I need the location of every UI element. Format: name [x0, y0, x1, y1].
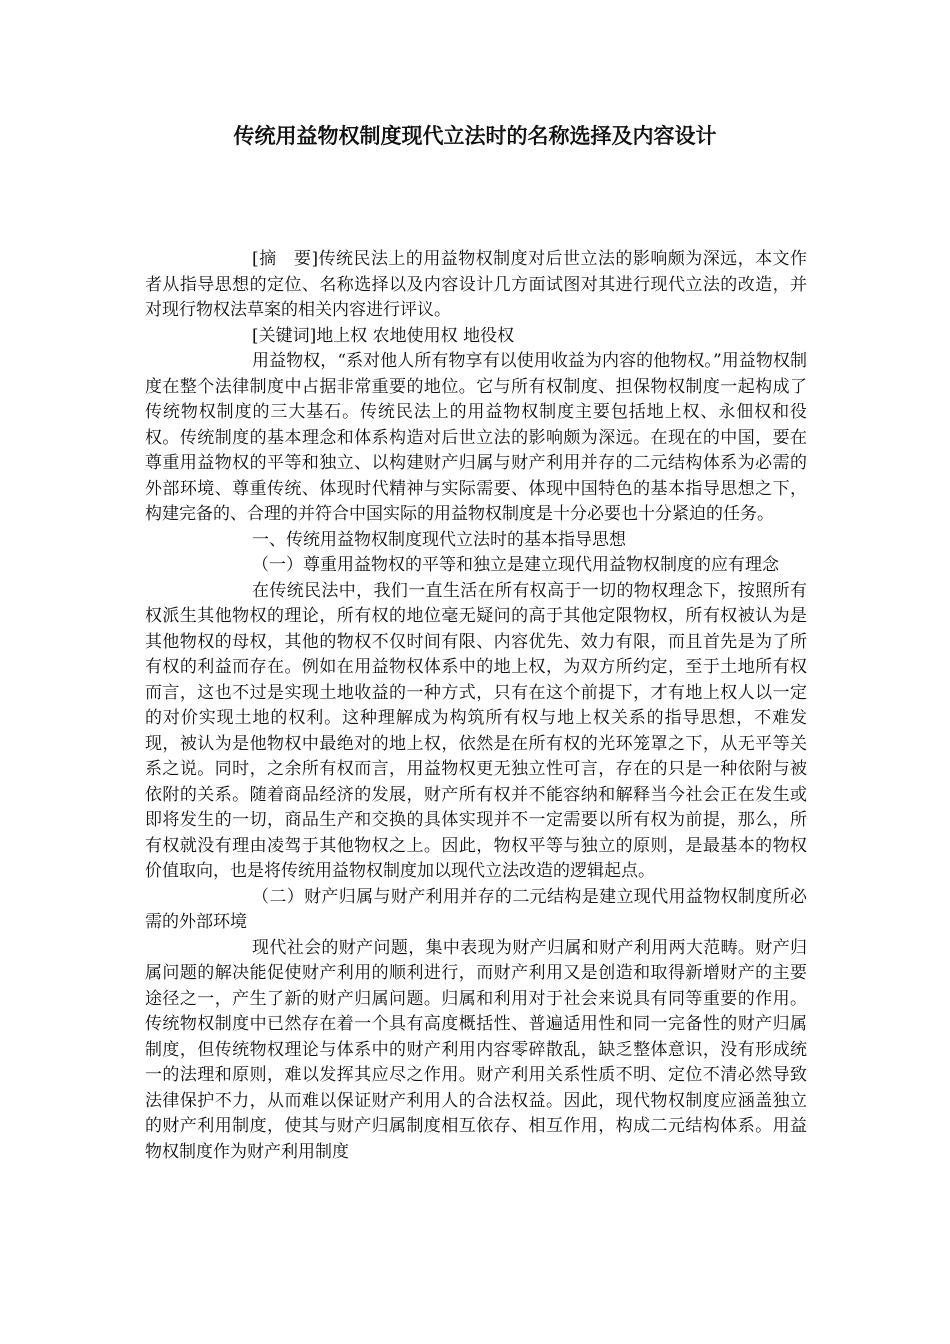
section-heading: 一、传统用益物权制度现代立法时的基本指导思想	[252, 529, 626, 550]
document-title: 传统用益物权制度现代立法时的名称选择及内容设计	[233, 123, 717, 148]
subsection-heading-2: （二）财产归属与财产利用并存的二元结构是建立现代用益物权制度所必需的外部环境	[145, 886, 807, 932]
subsection-body-2: 现代社会的财产问题，集中表现为财产归属和财产利用两大范畴。财产归属问题的解决能促使财产利用的顺利进行，而财产利用又是创造和取得新增财产的主要途径之一，产生了新的财产归属问题。归属和利用对于社会来说具有同等重要的作用。传统物权制度中已然存在着一个具有高度概括性、普遍适用性和同一完备性的财产归属制度，但传统物权理论与体系中的财产利用内容零碎散乱，缺乏整体意识，没有形成统一的法理和原则，难以发挥其应尽之作用。财产利用关系性质不明、定位不清必然导致法律保护不力，从而难以保证财产利用人的合法权益。因此，现代物权制度应涵盖独立的财产利用制度，使其与财产归属制度相互依存、相互作用，构成二元结构体系。用益物权制度作为财产利用制度	[145, 937, 807, 1162]
document-body	[145, 247, 807, 1165]
abstract-paragraph: [摘 要]传统民法上的用益物权制度对后世立法的影响颇为深远，本文作者从指导思想的定位、名称选择以及内容设计几方面试图对其进行现代立法的改造，并对现行物权法草案的相关内容进行评议。	[145, 249, 807, 320]
intro-paragraph: 用益物权，“系对他人所有物享有以使用收益为内容的他物权。”用益物权制度在整个法律制度中占据非常重要的地位。它与所有权制度、担保物权制度一起构成了传统物权制度的三大基石。传统民法上的用益物权制度主要包括地上权、永佃权和役权。传统制度的基本理念和体系构造对后世立法的影响颇为深远。在现在的中国，要在尊重用益物权的平等和独立、以构建财产归属与财产利用并存的二元结构体系为必需的外部环境、尊重传统、体现时代精神与实际需要、体现中国特色的基本指导思想之下，构建完备的、合理的并符合中国实际的用益物权制度是十分必要也十分紧迫的任务。	[145, 351, 807, 524]
keywords-paragraph: [关键词]地上权 农地使用权 地役权	[252, 325, 515, 346]
subsection-body-1: 在传统民法中，我们一直生活在所有权高于一切的物权理念下，按照所有权派生其他物权的理论，所有权的地位毫无疑问的高于其他定限物权，所有权被认为是其他物权的母权，其他的物权不仅时间有限、内容优先、效力有限，而且首先是为了所有权的利益而存在。例如在用益物权体系中的地上权，为双方所约定，至于土地所有权而言，这也不过是实现土地收益的一种方式，只有在这个前提下，才有地上权人以一定的对价实现土地的权利。这种理解成为构筑所有权与地上权关系的指导思想，不难发现，被认为是他物权中最绝对的地上权，依然是在所有权的光环笼罩之下，从无平等关系之说。同时，之余所有权而言，用益物权更无独立性可言，存在的只是一种依附与被依附的关系。随着商品经济的发展，财产所有权并不能容纳和解释当今社会正在发生或即将发生的一切，商品生产和交换的具体实现并不一定需要以所有权为前提，那么，所有权就没有理由凌驾于其他物权之上。因此，物权平等与独立的原则，是最基本的物权价值取向，也是将传统用益物权制度加以现代立法改造的逻辑起点。	[145, 580, 807, 881]
subsection-heading-1: （一）尊重用益物权的平等和独立是建立现代用益物权制度的应有理念	[252, 555, 779, 575]
